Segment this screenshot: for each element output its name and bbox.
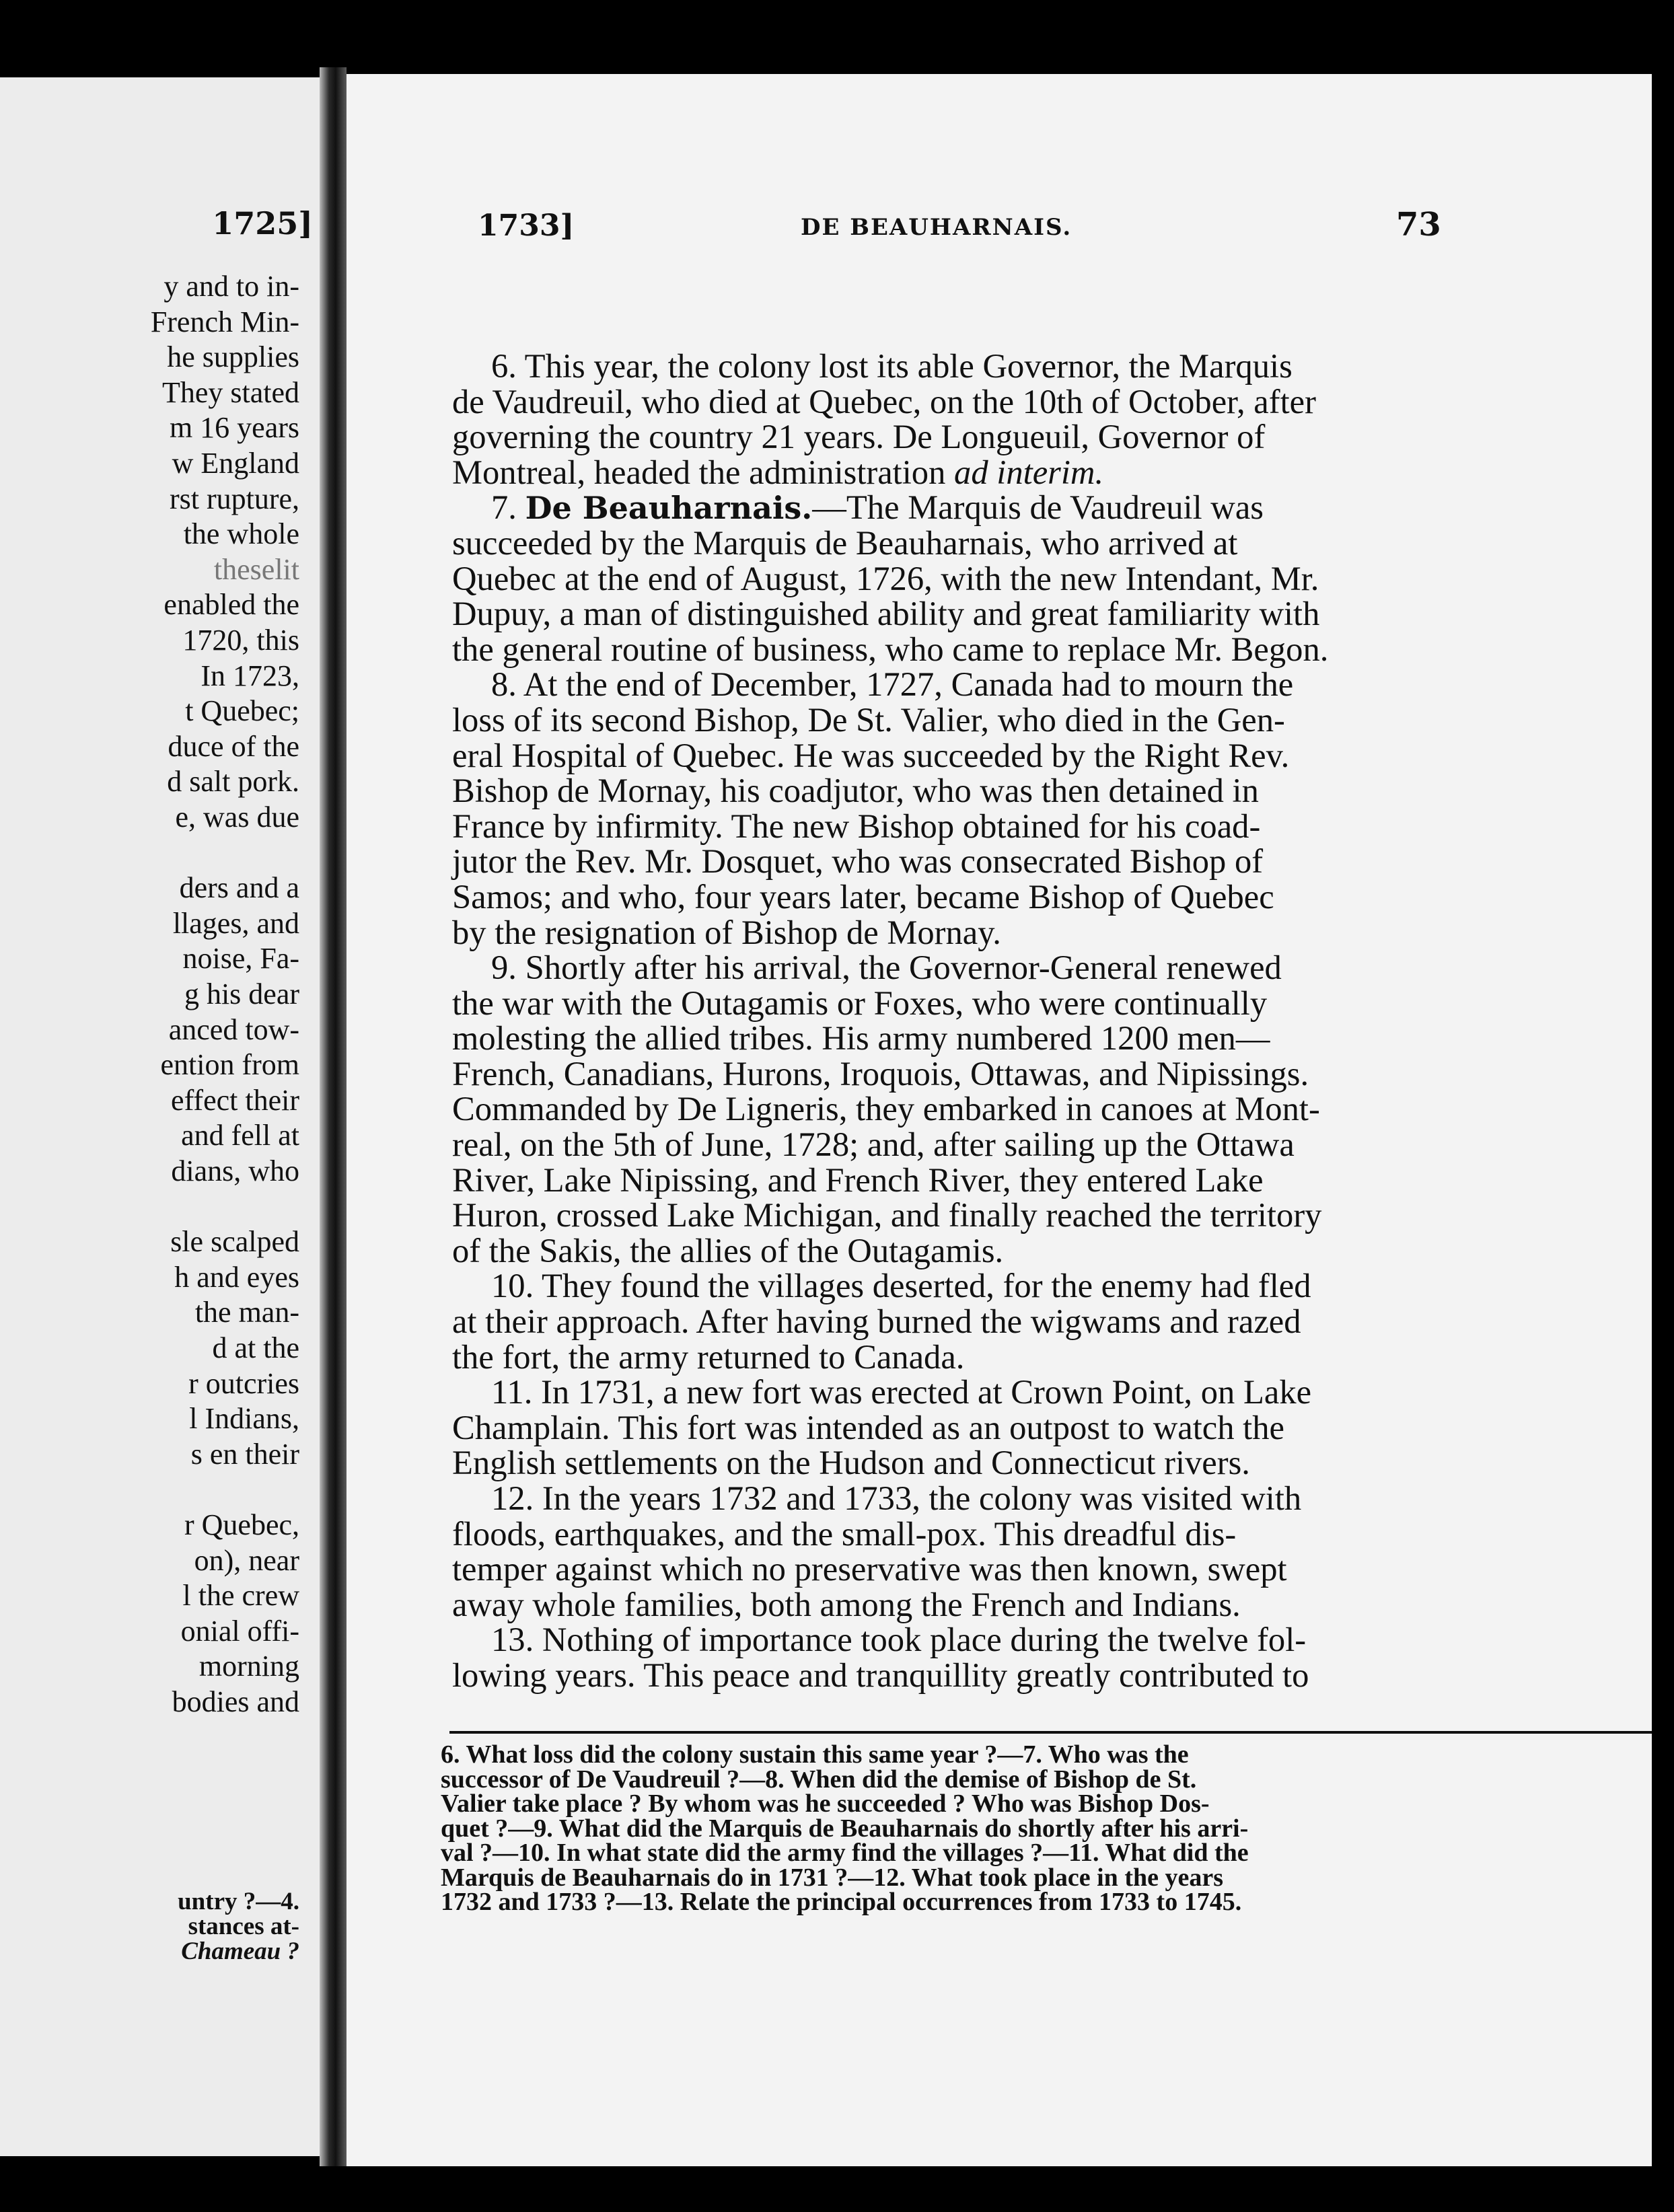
body-line-text: governing the country 21 years. De Longueuil, Governor of bbox=[452, 418, 1266, 456]
question-line: 1732 and 1733 ?—13. Relate the principal occurrences from 1733 to 1745. bbox=[441, 1888, 1242, 1916]
left-page-line: rst rupture, bbox=[169, 482, 299, 515]
question-line: quet ?—9. What did the Marquis de Beauharnais do shortly after his arri- bbox=[441, 1814, 1249, 1843]
body-line bbox=[452, 1374, 1652, 1410]
left-page-line: the man- bbox=[194, 1296, 299, 1329]
body-line bbox=[452, 1622, 1652, 1658]
question-line: Valier take place ? By whom was he succeeded ? Who was Bishop Dos- bbox=[441, 1790, 1210, 1818]
left-page-line: dians, who bbox=[171, 1154, 299, 1187]
body-line-text: the fort, the army returned to Canada. bbox=[452, 1337, 965, 1376]
running-title: DE BEAUHARNAIS. bbox=[801, 214, 1072, 241]
left-page-line: ders and a bbox=[179, 871, 299, 905]
left-page-line: d salt pork. bbox=[167, 765, 299, 799]
section-heading: De Beauharnais. bbox=[525, 490, 813, 527]
question-line: 6. What loss did the colony sustain this same year ?—7. Who was the bbox=[441, 1740, 1189, 1769]
left-page-line: e, was due bbox=[175, 801, 299, 834]
left-page-line: In 1723, bbox=[201, 659, 299, 692]
body-line-text: French, Canadians, Hurons, Iroquois, Ottawas, and Nipissings. bbox=[452, 1054, 1309, 1093]
body-line bbox=[452, 1056, 1652, 1092]
body-line-text: of the Sakis, the allies of the Outagamis. bbox=[452, 1231, 1004, 1269]
body-line-text: —The Marquis de Vaudreuil was bbox=[812, 488, 1264, 527]
body-line bbox=[452, 384, 1652, 420]
body-line bbox=[452, 490, 1652, 525]
body-line-text: floods, earthquakes, and the small-pox. This dreadful dis- bbox=[452, 1514, 1237, 1553]
body-line bbox=[452, 1127, 1652, 1163]
body-line-text: lowing years. This peace and tranquillity greatly contributed to bbox=[452, 1656, 1309, 1694]
body-line-text: Dupuy, a man of distinguished ability and great familiarity with bbox=[452, 595, 1320, 633]
body-text bbox=[452, 348, 1652, 1693]
body-line-text: succeeded by the Marquis de Beauharnais, who arrived at bbox=[452, 523, 1238, 562]
left-page-line: w England bbox=[172, 447, 299, 480]
left-page-line: 1720, this bbox=[182, 624, 299, 657]
body-line bbox=[452, 1197, 1652, 1233]
study-questions bbox=[441, 1742, 1652, 1915]
body-line-text: Montreal, headed the administration bbox=[452, 453, 955, 491]
body-line-text: de Vaudreuil, who died at Quebec, on the 10th of October, after bbox=[452, 382, 1316, 420]
body-line-text: English settlements on the Hudson and Connecticut rivers. bbox=[452, 1444, 1250, 1482]
body-line bbox=[452, 632, 1652, 667]
body-line bbox=[452, 915, 1652, 951]
body-line-text: 8. At the end of December, 1727, Canada had to mourn the bbox=[491, 665, 1294, 704]
body-line bbox=[452, 596, 1652, 632]
body-line-text: 9. Shortly after his arrival, the Governor-General renewed bbox=[491, 949, 1282, 987]
body-line-text: 11. In 1731, a new fort was erected at Crown Point, on Lake bbox=[491, 1373, 1312, 1411]
body-line-text: by the resignation of Bishop de Mornay. bbox=[452, 913, 1001, 951]
body-line-text: Quebec at the end of August, 1726, with the new Intendant, Mr. bbox=[452, 559, 1319, 597]
body-line-text: away whole families, both among the French and Indians. bbox=[452, 1585, 1241, 1623]
body-line-text: 7. bbox=[491, 488, 525, 527]
left-page-line: ention from bbox=[160, 1048, 299, 1082]
question-line: Marquis de Beauharnais do in 1731 ?—12. What took place in the years bbox=[441, 1863, 1223, 1892]
left-page-question-line: untry ?—4. bbox=[178, 1888, 299, 1915]
left-page-line: he supplies bbox=[167, 340, 299, 374]
left-page-line: m 16 years bbox=[169, 411, 299, 445]
left-page-line: morning bbox=[198, 1650, 299, 1683]
left-page-line: duce of the bbox=[168, 729, 299, 763]
body-line bbox=[452, 455, 1652, 490]
page-number: 73 bbox=[1396, 206, 1441, 244]
left-page-line: sle scalped bbox=[170, 1225, 299, 1259]
body-line-text: the war with the Outagamis or Foxes, who were continually bbox=[452, 984, 1268, 1022]
left-page-line: on), near bbox=[194, 1543, 299, 1577]
body-line-text: eral Hospital of Quebec. He was succeeded by the Right Rev. bbox=[452, 736, 1290, 774]
body-line bbox=[452, 525, 1652, 561]
body-line bbox=[452, 844, 1652, 879]
body-line bbox=[452, 1091, 1652, 1127]
body-line bbox=[452, 1587, 1652, 1623]
body-line-text: 12. In the years 1732 and 1733, the colony was visited with bbox=[491, 1479, 1302, 1517]
left-page bbox=[0, 77, 320, 2156]
body-line bbox=[452, 561, 1652, 597]
body-line bbox=[452, 1304, 1652, 1339]
body-line-text: jutor the Rev. Mr. Dosquet, who was consecrated Bishop of bbox=[452, 842, 1264, 881]
body-line bbox=[452, 950, 1652, 986]
body-line-text: France by infirmity. The new Bishop obtained for his coad- bbox=[452, 807, 1261, 845]
body-line bbox=[452, 348, 1652, 384]
body-line-text: Huron, crossed Lake Michigan, and finally reached the territory bbox=[452, 1196, 1322, 1234]
italic-phrase: ad interim. bbox=[954, 453, 1104, 491]
body-line-text: Samos; and who, four years later, became Bishop of Quebec bbox=[452, 877, 1274, 916]
body-line bbox=[452, 1160, 1652, 1199]
body-line bbox=[452, 1658, 1652, 1693]
book-gutter bbox=[320, 67, 347, 2166]
body-line bbox=[452, 1021, 1652, 1056]
body-line-text: at their approach. After having burned the wigwams and razed bbox=[452, 1302, 1301, 1341]
body-line-text: Bishop de Mornay, his coadjutor, who was then detained in bbox=[452, 772, 1259, 810]
body-line-text: Commanded by De Ligneris, they embarked in canoes at Mont- bbox=[452, 1090, 1320, 1128]
left-page-line: bodies and bbox=[172, 1685, 299, 1718]
body-line bbox=[452, 986, 1652, 1021]
left-page-line: d at the bbox=[212, 1331, 299, 1364]
body-line-text: temper against which no preservative was then known, swept bbox=[452, 1550, 1287, 1588]
body-line-text: loss of its second Bishop, De St. Valier, who died in the Gen- bbox=[452, 700, 1285, 739]
body-line-text: 13. Nothing of importance took place during the twelve fol- bbox=[491, 1621, 1307, 1659]
body-line bbox=[452, 1339, 1652, 1375]
left-page-line: g his dear bbox=[184, 978, 299, 1010]
body-line bbox=[452, 1481, 1652, 1516]
body-line bbox=[452, 738, 1652, 774]
body-line-text: River, Lake Nipissing, and French River, they entered Lake bbox=[452, 1160, 1264, 1199]
left-page-line: the whole bbox=[183, 517, 299, 551]
left-page-line: l Indians, bbox=[189, 1402, 299, 1436]
left-page-line: effect their bbox=[171, 1083, 299, 1117]
header-year: 1733] bbox=[478, 209, 575, 243]
body-line bbox=[452, 773, 1652, 809]
body-line bbox=[452, 809, 1652, 844]
body-line bbox=[452, 667, 1652, 702]
body-line bbox=[452, 419, 1652, 455]
body-line-text: Champlain. This fort was intended as an outpost to watch the bbox=[452, 1408, 1284, 1446]
left-page-question-line: stances at- bbox=[188, 1913, 299, 1940]
left-page-line: theselit bbox=[213, 552, 299, 586]
left-page-line: t Quebec; bbox=[185, 694, 299, 728]
question-line: val ?—10. In what state did the army find the villages ?—11. What did the bbox=[441, 1839, 1249, 1867]
question-line: successor of De Vaudreuil ?—8. When did the demise of Bishop de St. bbox=[441, 1765, 1197, 1794]
left-page-line: r Quebec, bbox=[184, 1508, 299, 1541]
body-line bbox=[452, 702, 1652, 738]
left-page-line: onial offi- bbox=[180, 1614, 299, 1648]
body-line bbox=[452, 1233, 1652, 1269]
left-page-header: 1725] bbox=[212, 205, 313, 242]
left-page-line: noise, Fa- bbox=[182, 942, 299, 975]
footnote-rule bbox=[449, 1731, 1652, 1734]
left-page-line: anced tow- bbox=[168, 1012, 299, 1046]
left-page-question-line: Chameau ? bbox=[181, 1938, 299, 1965]
body-line-text: real, on the 5th of June, 1728; and, after sailing up the Ottawa bbox=[452, 1126, 1295, 1164]
left-page-line: s en their bbox=[190, 1437, 299, 1471]
left-page-line: h and eyes bbox=[174, 1260, 299, 1294]
body-line bbox=[452, 1516, 1652, 1552]
body-line-text: the general routine of business, who came to replace Mr. Begon. bbox=[452, 630, 1329, 668]
body-line bbox=[452, 1268, 1652, 1304]
body-line-text: 6. This year, the colony lost its able Governor, the Marquis bbox=[491, 347, 1293, 385]
left-page-line: r outcries bbox=[188, 1366, 299, 1400]
body-line bbox=[452, 1410, 1652, 1446]
left-page-line: llages, and bbox=[172, 906, 299, 940]
right-page bbox=[347, 74, 1652, 2166]
body-line bbox=[452, 1551, 1652, 1587]
left-page-line: l the crew bbox=[182, 1579, 299, 1613]
left-page-line: They stated bbox=[161, 375, 299, 409]
body-line-text: molesting the allied tribes. His army numbered 1200 men— bbox=[452, 1019, 1270, 1058]
body-line bbox=[452, 879, 1652, 915]
left-page-line: French Min- bbox=[150, 305, 299, 338]
body-line-text: 10. They found the villages deserted, for the enemy had fled bbox=[491, 1267, 1311, 1305]
body-line bbox=[452, 1445, 1652, 1481]
left-page-line: enabled the bbox=[163, 588, 299, 622]
left-page-line: and fell at bbox=[181, 1119, 299, 1152]
left-page-line: y and to in- bbox=[163, 270, 299, 303]
